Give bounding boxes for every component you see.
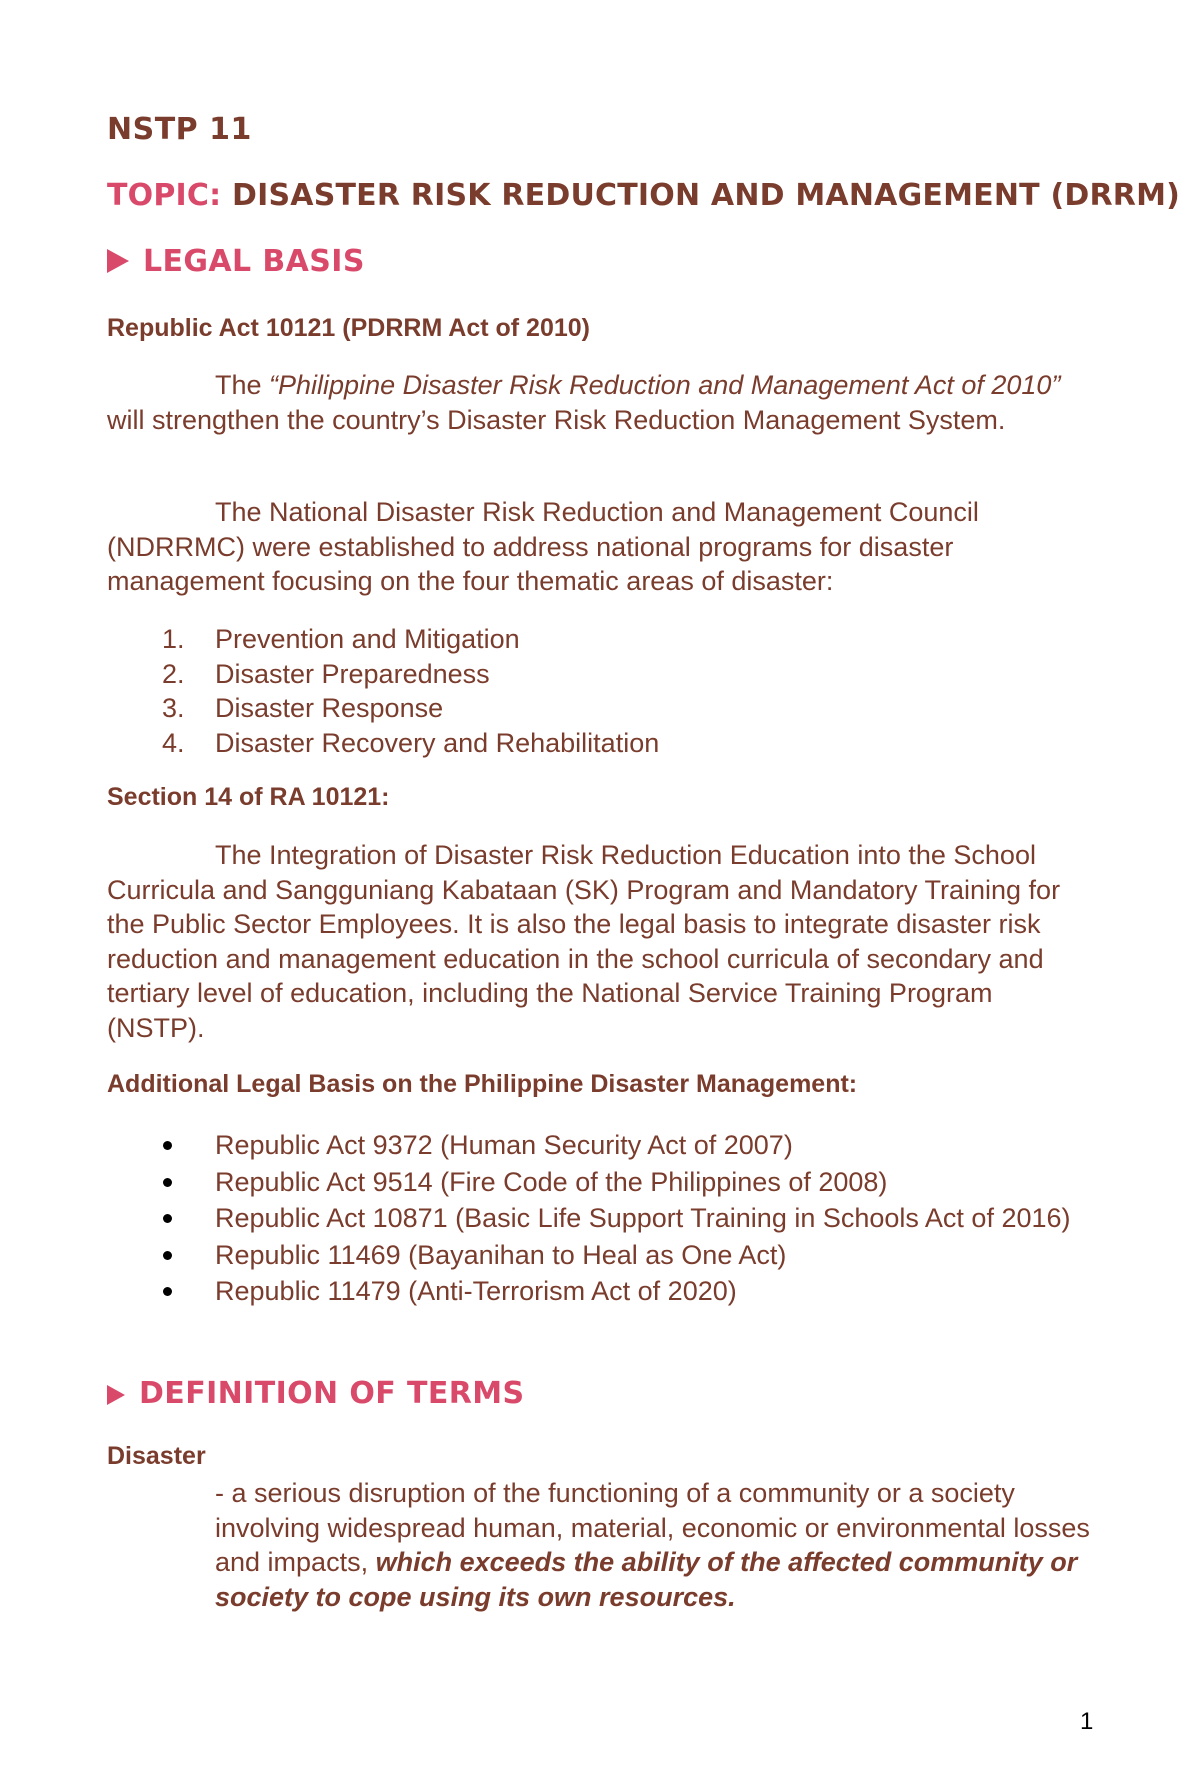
para1-lead: The: [215, 370, 270, 400]
legal-basis-heading: [107, 244, 365, 279]
page-number: 1: [1080, 1708, 1094, 1735]
topic-heading: [107, 178, 1180, 213]
ra-10121-heading: Republic Act 10121 (PDRRM Act of 2010): [107, 314, 590, 342]
section-14-text: The Integration of Disaster Risk Reduction Education into the School Curricula and Sangguniang Kabataan (SK) Program and Mandatory Training for the Public Sector Employees. It is also the legal basis to integrate disaster risk reduction and management education in the school curricula of secondary and tertiary level of education, including the National Service Training Program (NSTP).: [107, 840, 1061, 1043]
list-item: Republic Act 9514 (Fire Code of the Philippines of 2008): [107, 1164, 1097, 1201]
list-item: Republic Act 9372 (Human Security Act of 2007): [107, 1127, 1097, 1164]
course-title: NSTP 11: [107, 112, 252, 147]
definition-of-terms-heading: [107, 1376, 525, 1411]
ra-10121-paragraph: [107, 368, 1097, 437]
term-disaster: Disaster: [107, 1442, 206, 1470]
additional-legal-basis-list: [107, 1127, 1097, 1310]
topic-title: DISASTER RISK REDUCTION AND MANAGEMENT (DRRM): [232, 178, 1181, 213]
topic-label: TOPIC:: [107, 178, 222, 213]
list-item: Republic Act 10871 (Basic Life Support Training in Schools Act of 2016): [107, 1200, 1097, 1237]
list-item: 3. Disaster Response: [162, 693, 444, 723]
ndrrmc-paragraph: [107, 495, 1097, 599]
para1-rest: will strengthen the country’s Disaster Risk Reduction Management System.: [107, 404, 1006, 435]
ndrrmc-text: The National Disaster Risk Reduction and Management Council (NDRRMC) were established to address national programs for disaster management focusing on the four thematic areas of disaster:: [107, 497, 979, 596]
thematic-areas-list: [107, 622, 1097, 760]
legal-basis-heading-text: LEGAL BASIS: [143, 244, 365, 279]
bullet-icon: [163, 1251, 172, 1260]
list-item: 4. Disaster Recovery and Rehabilitation: [162, 727, 660, 758]
definition-heading-text: DEFINITION OF TERMS: [139, 1376, 525, 1411]
act-title-italic: “Philippine Disaster Risk Reduction and Management Act of 2010”: [269, 370, 1061, 400]
bullet-icon: [163, 1178, 172, 1187]
triangle-right-icon: [107, 249, 129, 273]
additional-legal-basis-heading: Additional Legal Basis on the Philippine Disaster Management:: [107, 1070, 858, 1098]
list-item: 1. Prevention and Mitigation: [162, 624, 520, 654]
section-14-paragraph: [107, 838, 1097, 1045]
bullet-icon: [163, 1141, 172, 1150]
list-item: 2. Disaster Preparedness: [162, 658, 490, 689]
bullet-icon: [163, 1214, 172, 1223]
triangle-right-icon: [107, 1385, 125, 1405]
disaster-definition: [215, 1476, 1095, 1614]
bullet-icon: [163, 1287, 172, 1296]
definition-plain: - a serious disruption of the functioning of a community or a society involving widespread human, material, economic or environmental losses and impacts,: [215, 1478, 1090, 1577]
list-item: Republic 11479 (Anti-Terrorism Act of 2020): [107, 1273, 1097, 1310]
section-14-heading: Section 14 of RA 10121:: [107, 783, 390, 811]
list-item: Republic 11469 (Bayanihan to Heal as One Act): [107, 1237, 1097, 1274]
definition-emphasis: which exceeds the ability of the affected community or society to cope using its own resources.: [215, 1547, 1078, 1612]
